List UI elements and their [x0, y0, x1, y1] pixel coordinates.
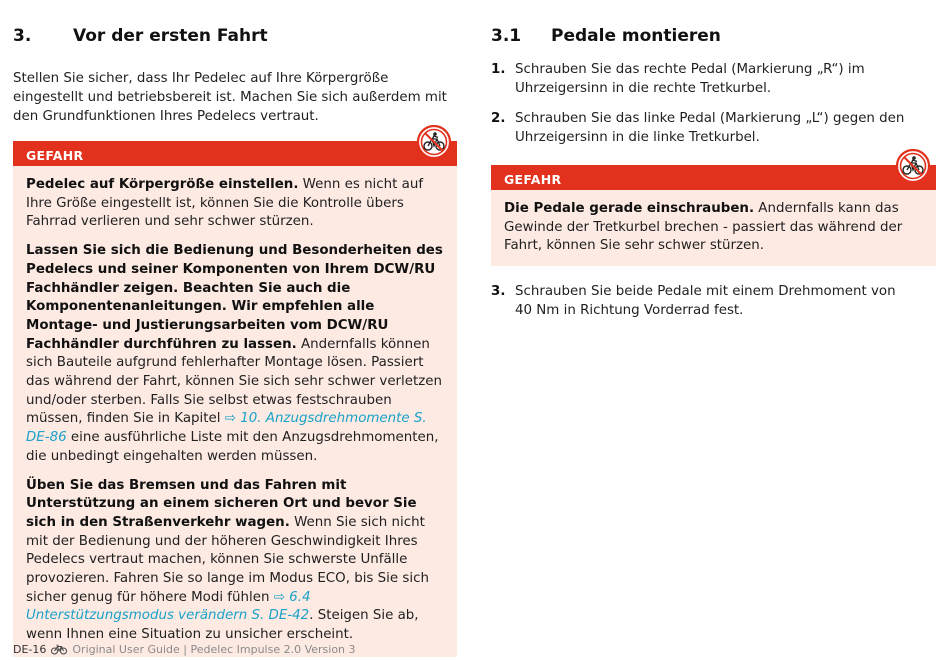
danger-warning-box [491, 165, 936, 266]
cross-reference-link[interactable]: ⇨ 6.4 Unterstützungsmodus verändern S. DE-42 [26, 589, 311, 624]
list-item: 3. Schrauben Sie beide Pedale mit einem Drehmoment von 40 Nm in Richtung Vorderrad fest. [491, 284, 896, 318]
danger-body [13, 166, 457, 657]
danger-header [13, 141, 457, 166]
list-item: 1. Schrauben Sie das rechte Pedal (Markierung „R“) im Uhrzeigersinn in die rechte Tretkurbel. [491, 62, 865, 96]
subsection-number: 3.1 [491, 26, 522, 46]
step-list [491, 283, 936, 332]
section-number: 3. [13, 26, 32, 46]
no-cycling-prohibition-icon [896, 149, 930, 183]
warning-paragraph: Lassen Sie sich die Bedienung und Besonderheiten des Pedelecs und seiner Komponenten von Ihrem DCW/RU Fachhändler zeigen. Beachten Sie auch die Komponentenanleitungen. Wir empfehlen alle Montage- und Justierungsarbeiten vom DCW/RU Fachhändler durchführen zu lassen. Andernfalls können sich Bauteile aufgrund fehlerhafter Montage lösen. Passiert das während der Fahrt, können Sie sich sehr schwer verletzen und/oder sterben. Falls Sie selbst etwas festschrauben müssen, finden Sie in Kapitel ⇨ 10. Anzugsdrehmomente S. DE-86 eine ausführliche Liste mit den Anzugsdrehmomenten, die unbedingt eingehalten werden müssen. [26, 243, 443, 464]
page-number: DE-16 [13, 643, 47, 656]
subsection-title: Pedale montieren [551, 26, 721, 46]
cross-reference-link[interactable]: ⇨ 10. Anzugsdrehmomente S. DE-86 [26, 411, 427, 446]
warning-paragraph: Die Pedale gerade einschrauben. Andernfalls kann das Gewinde der Tretkurbel brechen - passiert das während der Fahrt, können Sie sehr schwer stürzen. [504, 201, 903, 254]
warning-paragraph: Üben Sie das Bremsen und das Fahren mit Unterstützung an einem sicheren Ort und bevor Sie sich in den Straßenverkehr wagen. Wenn Sie sich nicht mit der Bedienung und der höheren Geschwindigkeit Ihres Pedelecs vertraut machen, können Sie schwerste Unfälle provozieren. Fahren Sie so lange im Modus ECO, bis Sie sich sicher genug für höhere Modi fühlen ⇨ 6.4 Unterstützungsmodus verändern S. DE-42. Steigen Sie ab, wenn Ihnen eine Situation zu unsicher erscheint. [26, 477, 429, 643]
step-list [491, 61, 936, 160]
intro-paragraph: Stellen Sie sicher, dass Ihr Pedelec auf Ihre Körpergröße eingestellt und betriebsbereit ist. Machen Sie sich außerdem mit den Grundfunktionen Ihres Pedelecs vertraut. [13, 71, 447, 124]
subsection-heading [491, 26, 721, 46]
no-cycling-prohibition-icon [417, 125, 451, 159]
bicycle-icon [51, 644, 67, 655]
danger-warning-box [13, 141, 457, 657]
list-item: 2. Schrauben Sie das linke Pedal (Markierung „L“) gegen den Uhrzeigersinn in die linke Tretkurbel. [491, 111, 905, 146]
danger-header [491, 165, 936, 190]
section-title: Vor der ersten Fahrt [73, 26, 268, 46]
section-heading [13, 26, 268, 46]
footer-text: Original User Guide | Pedelec Impulse 2.0 Version 3 [72, 643, 356, 656]
danger-label: GEFAHR [504, 172, 562, 187]
danger-body [491, 190, 936, 266]
danger-label: GEFAHR [26, 148, 84, 163]
page-footer [13, 643, 356, 656]
warning-paragraph: Pedelec auf Körpergröße einstellen. Wenn es nicht auf Ihre Größe eingestellt ist, können Sie die Kontrolle übers Fahrrad verlieren und sehr schwer stürzen. [26, 177, 424, 230]
